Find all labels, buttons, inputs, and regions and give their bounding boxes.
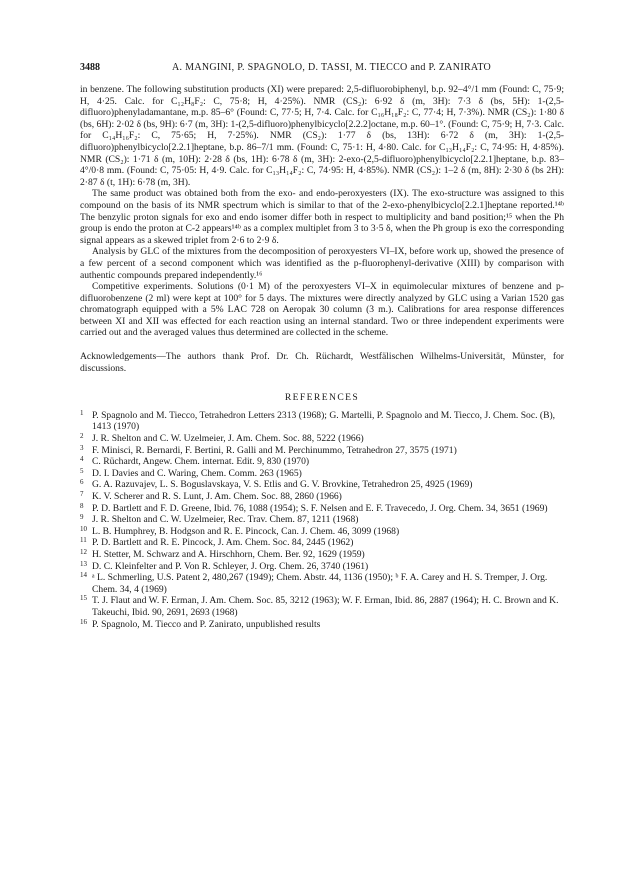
reference-text: P. D. Bartlett and F. D. Greene, Ibid. 76, 1088 (1954); S. F. Nelsen and E. F. Travecedo, J. Org. Chem. 34, 3651 (1969) bbox=[92, 502, 548, 514]
reference-text: P. D. Bartlett and R. E. Pincock, J. Am. Chem. Soc. 84, 2445 (1962) bbox=[92, 537, 354, 549]
reference-item bbox=[80, 561, 564, 573]
reference-item bbox=[80, 514, 564, 526]
reference-number: 5 bbox=[80, 466, 84, 475]
reference-number: 7 bbox=[80, 490, 84, 498]
reference-item bbox=[80, 456, 564, 468]
reference-item bbox=[80, 468, 564, 480]
reference-item bbox=[80, 595, 564, 618]
reference-item bbox=[80, 479, 564, 491]
paragraph-exo-structure: The same product was obtained both from the exo- and endo-peroxyesters (IX). The exo-structure was assigned to this compound on the basis of its NMR spectrum which is similar to that of the 2-exo-phenylbicyclo[2.2.1]heptane reported.¹⁴ᵇ The benzylic proton signals for exo and endo isomer differ both in respect to multiplicity and band position;¹⁵ when the Ph group is endo the proton at C-2 appears¹⁴ᵇ as a complex multiplet from 3 to 3·5 δ, when the Ph group is exo the corresponding signal appears as a skewed triplet from 2·6 to 2·9 δ. bbox=[80, 188, 564, 246]
reference-item bbox=[80, 445, 564, 457]
running-authors: A. MANGINI, P. SPAGNOLO, D. TASSI, M. TIECCO and P. ZANIRATO bbox=[172, 62, 492, 73]
reference-text: K. V. Scherer and R. S. Lunt, J. Am. Chem. Soc. 88, 2860 (1966) bbox=[92, 491, 342, 502]
reference-text: H. Stetter, M. Schwarz and A. Hirschhorn, Chem. Ber. 92, 1629 (1959) bbox=[92, 548, 365, 560]
reference-item bbox=[80, 433, 564, 445]
references-heading: REFERENCES bbox=[284, 392, 360, 404]
reference-number: 13 bbox=[80, 559, 87, 568]
reference-number: 8 bbox=[80, 501, 84, 510]
reference-item bbox=[80, 572, 564, 595]
reference-text: F. Minisci, R. Bernardi, F. Bertini, R. Galli and M. Perchinummo, Tetrahedron 27, 3575 (1971) bbox=[92, 444, 457, 456]
reference-text: L. B. Humphrey, B. Hodgson and R. E. Pincock, Can. J. Chem. 46, 3099 (1968) bbox=[92, 525, 400, 537]
reference-number: 3 bbox=[80, 443, 84, 452]
reference-number: 2 bbox=[80, 432, 84, 441]
reference-text: T. J. Flaut and W. F. Erman, J. Am. Chem. Soc. 85, 3212 (1963); W. F. Erman, Ibid. 86, 2887 (1964); H. C. Brown and K. Takeuchi, Ibid. 90, 2691, 2693 (1968) bbox=[92, 595, 559, 618]
reference-item bbox=[80, 526, 564, 538]
reference-number: 11 bbox=[80, 536, 87, 545]
reference-number: 16 bbox=[80, 617, 87, 626]
reference-text: P. Spagnolo and M. Tiecco, Tetrahedron Letters 2313 (1968); G. Martelli, P. Spagnolo and M. Tiecco, J. Chem. Soc. (B), 1413 (1970) bbox=[92, 409, 556, 433]
reference-number: 15 bbox=[80, 594, 87, 603]
reference-item bbox=[80, 619, 564, 631]
reference-item bbox=[80, 503, 564, 515]
reference-text: J. R. Shelton and C. W. Uzelmeier, J. Am. Chem. Soc. 88, 5222 (1966) bbox=[92, 433, 364, 445]
reference-text: D. C. Kleinfelter and P. Von R. Schleyer, J. Org. Chem. 26, 3740 (1961) bbox=[92, 560, 369, 572]
reference-item bbox=[80, 410, 564, 433]
reference-item bbox=[80, 491, 564, 503]
paragraph-competitive-experiments: Competitive experiments. Solutions (0·1 M) of the peroxyesters VI–X in equimolecular mixtures of benzene and p-difluorobenzene (2 ml) were kept at 100° for 5 days. The mixtures were directly analyzed by GLC using a Varian 1520 gas chromatograph equipped with a 5% LAC 728 on Aeropak 30 column (3 m.). Calibrations for area response differences between XI and XII was effected for each reaction using an internal standard. Two or three independent experiments were carried out and the averaged values thus determined are collected in the scheme. bbox=[80, 281, 564, 339]
reference-item bbox=[80, 537, 564, 549]
article-body bbox=[80, 84, 564, 630]
reference-text: D. I. Davies and C. Waring, Chem. Comm. 263 (1965) bbox=[92, 467, 302, 479]
reference-number: 12 bbox=[80, 547, 87, 556]
reference-number: 10 bbox=[80, 524, 87, 533]
reference-text: G. A. Razuvajev, L. S. Boguslavskaya, V. S. Etlis and G. V. Brovkine, Tetrahedron 25, 4925 (1969) bbox=[92, 479, 473, 491]
reference-number: 9 bbox=[80, 513, 84, 522]
reference-text: C. Rüchardt, Angew. Chem. internat. Edit. 9, 830 (1970) bbox=[92, 456, 310, 468]
reference-item bbox=[80, 549, 564, 561]
reference-number: 4 bbox=[80, 455, 84, 464]
reference-text: ᵃ L. Schmerling, U.S. Patent 2, 480,267 (1949); Chem. Abstr. 44, 1136 (1950); ᵇ F. A. Carey and H. S. Tremper, J. Org. Chem. 34, 4 (1969) bbox=[92, 572, 548, 595]
page-number: 3488 bbox=[80, 62, 100, 73]
paragraph-acknowledgements: Acknowledgements—The authors thank Prof. Dr. Ch. Rüchardt, Westfälischen Wilhelms-Universität, Münster, for discussions. bbox=[80, 351, 564, 374]
reference-text: P. Spagnolo, M. Tiecco and P. Zanirato, unpublished results bbox=[92, 618, 321, 630]
paragraph-substitution-products: in benzene. The following substitution products (XI) were prepared: 2,5-difluorobiphenyl, b.p. 92–4°/1 mm (Found: C, 75·9; H, 4·25. Calc. for C₁₂H₈F₂: C, 75·8; H, 4·25%). NMR (CS₂): 6·92 δ (m, 3H): 7·3 δ (bs, 5H): 1-(2,5-difluoro)phenyladamantane, m.p. 85–6° (Found: C, 77·5; H, 7·4. Calc. for C₁₆H₁₈F₂: C, 77·4; H, 7·3%). NMR (CS₂): 1·80 δ (bs, 6H): 2·02 δ (bs, 9H): 6·7 (m, 3H): 1-(2,5-difluoro)phenylbicyclo[2.2.2]octane, m.p. 60–1°. (Found: C, 75·9; H, 7·3. Calc. for C₁₄H₁₆F₂: C, 75·65; H, 7·25%). NMR (CS₂): 1·77 δ (bs, 13H): 6·72 δ (m, 3H): 1-(2,5-difluoro)phenylbicyclo[2.2.1]heptane, b.p. 86–7/1 mm. (Found: C, 75·1: H, 4·80. Calc. for C₁₃H₁₄F₂: C, 74·95: H, 4·85%). NMR (CS₂): 1·71 δ (m, 10H): 2·28 δ (bs, 1H): 6·78 δ (m, 3H): 2-exo-(2,5-difluoro)phenylbicyclo[2.2.1]heptane, b.p. 83–4°/0·8 mm. (Found: C, 75·05: H, 4·9. Calc. for C₁₃H₁₄F₂: C, 74·95: H, 4·85%). NMR (CS₂): 1–2 δ (m, 8H): 2·30 δ (bs 2H): 2·87 δ (t, 1H): 6·78 (m, 3H). bbox=[80, 84, 564, 188]
reference-text: J. R. Shelton and C. W. Uzelmeier, Rec. Trav. Chem. 87, 1211 (1968) bbox=[92, 514, 359, 526]
references-list bbox=[80, 410, 564, 630]
reference-number: 1 bbox=[80, 408, 84, 417]
reference-number: 6 bbox=[80, 478, 84, 487]
reference-number: 14 bbox=[80, 571, 87, 580]
paragraph-glc-analysis: Analysis by GLC of the mixtures from the decomposition of peroxyesters VI–IX, before work up, showed the presence of a few percent of a second component which was identified as the p-fluorophenyl-derivative (XIII) by comparison with authentic compounds prepared independently.¹⁶ bbox=[80, 246, 564, 281]
